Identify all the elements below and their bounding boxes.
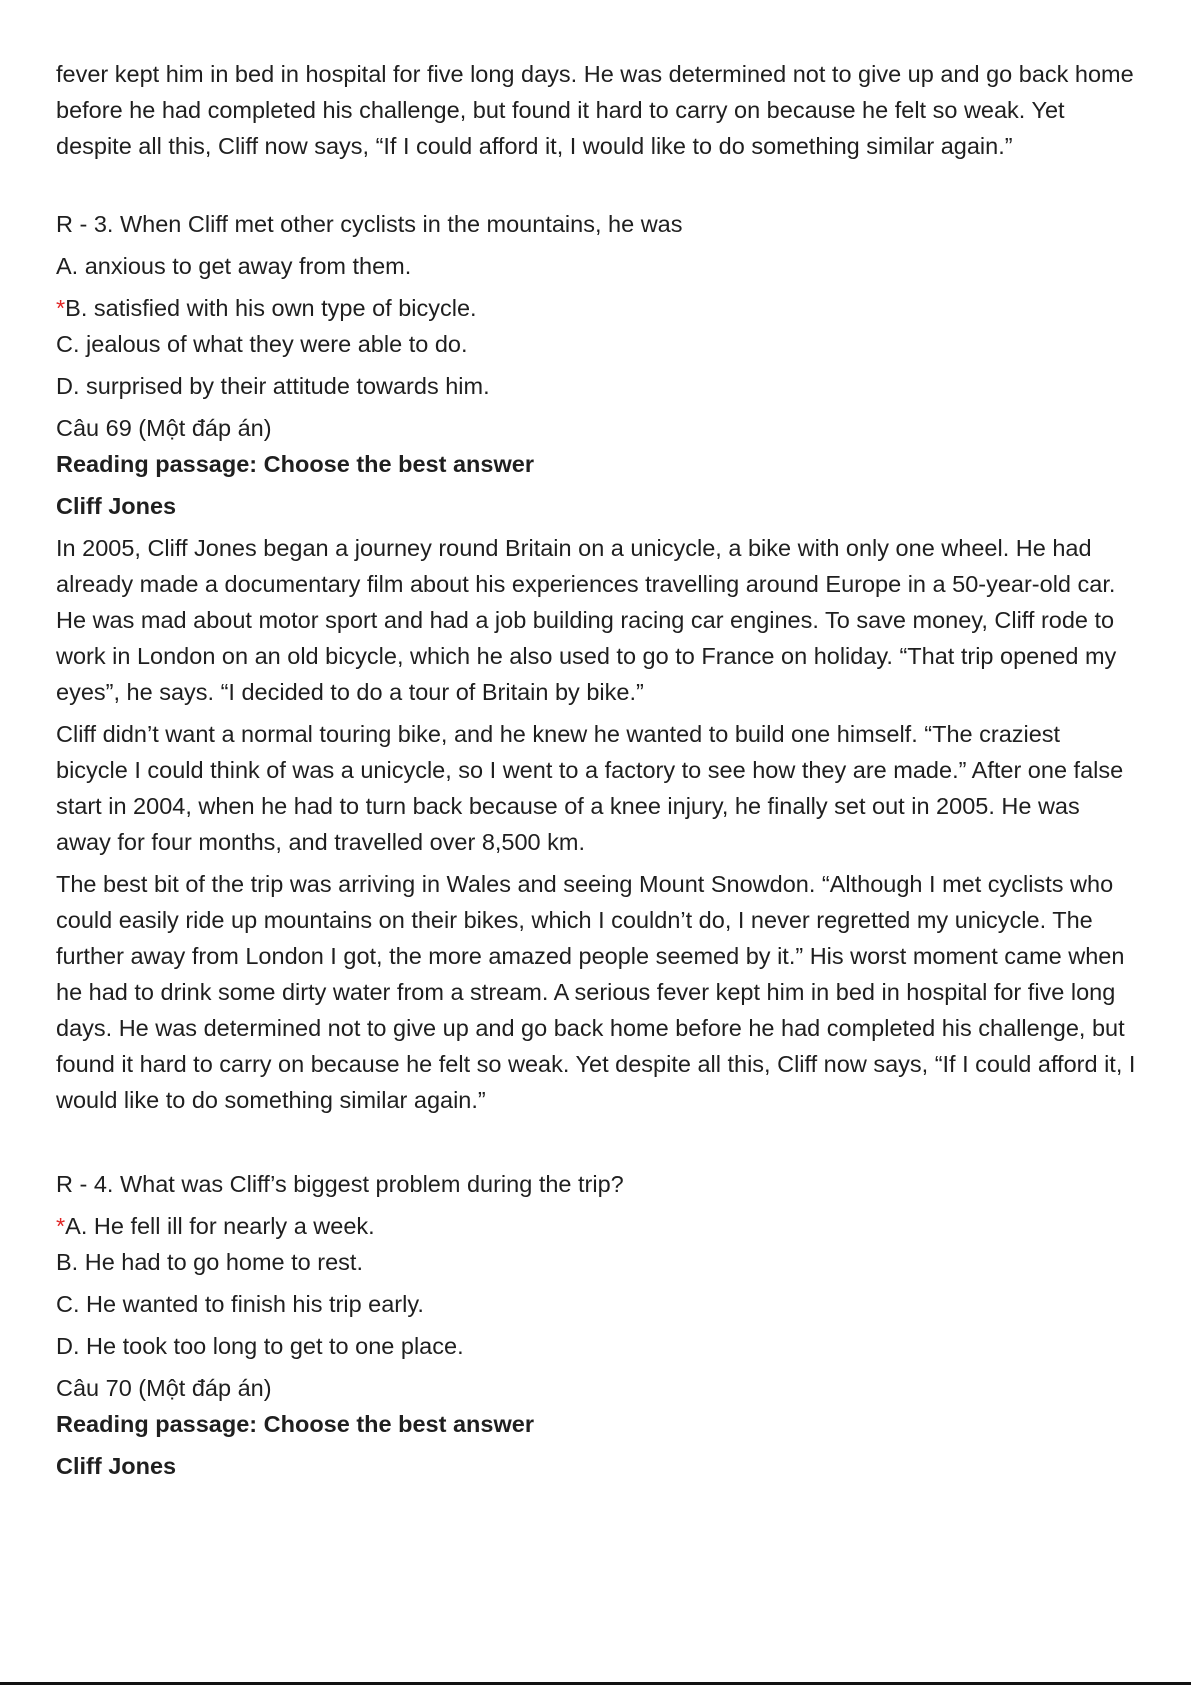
question-r4: R - 4. What was Cliff’s biggest problem during the trip?	[56, 1171, 624, 1197]
instruction-heading: Reading passage: Choose the best answer	[56, 451, 534, 477]
correct-marker: *	[56, 1213, 66, 1239]
passage-paragraph: In 2005, Cliff Jones began a journey round Britain on a unicycle, a bike with only one wheel. He had already made a documentary film about his experiences travelling around Europe in a 50-year-old car. He was mad about motor sport and had a job building racing car engines. To save money, Cliff rode to work in London on an old bicycle, which he also used to go to France on holiday. “That trip opened my eyes”, he says. “I decided to do a tour of Britain by bike.”	[56, 535, 1117, 705]
spacer	[56, 164, 1138, 206]
option-r4-a[interactable]	[56, 1208, 1138, 1244]
option-r4-c[interactable]	[56, 1286, 1138, 1322]
option-text: D. He took too long to get to one place.	[56, 1333, 464, 1359]
spacer	[56, 1124, 1138, 1166]
option-text: B. satisfied with his own type of bicycle.	[65, 295, 477, 321]
option-r3-b[interactable]	[56, 290, 1138, 326]
option-r3-a[interactable]	[56, 248, 1138, 284]
option-text: C. jealous of what they were able to do.	[56, 331, 468, 357]
passage-title: Cliff Jones	[56, 493, 177, 519]
document-page	[56, 56, 1138, 1490]
option-r4-d[interactable]	[56, 1328, 1138, 1364]
question-number-70: Câu 70 (Một đáp án)	[56, 1375, 272, 1401]
option-r3-c[interactable]	[56, 326, 1138, 362]
question-r3: R - 3. When Cliff met other cyclists in the mountains, he was	[56, 211, 683, 237]
option-text: C. He wanted to finish his trip early.	[56, 1291, 424, 1317]
passage-paragraph: Cliff didn’t want a normal touring bike, and he knew he wanted to build one himself. “The craziest bicycle I could think of was a unicycle, so I went to a factory to see how they are made.” After one false start in 2004, when he had to turn back because of a knee injury, he finally set out in 2005. He was away for four months, and travelled over 8,500 km.	[56, 721, 1124, 855]
option-text: B. He had to go home to rest.	[56, 1249, 363, 1275]
option-text: A. anxious to get away from them.	[56, 253, 412, 279]
correct-marker: *	[56, 295, 66, 321]
passage-title: Cliff Jones	[56, 1453, 177, 1479]
passage-paragraph: The best bit of the trip was arriving in Wales and seeing Mount Snowdon. “Although I met cyclists who could easily ride up mountains on their bikes, which I couldn’t do, I never regretted my unicycle. The further away from London I got, the more amazed people seemed by it.” His worst moment came when he had to drink some dirty water from a stream. A serious fever kept him in bed in hospital for five long days. He was determined not to give up and go back home before he had completed his challenge, but found it hard to carry on because he felt so weak. Yet despite all this, Cliff now says, “If I could afford it, I would like to do something similar again.”	[56, 871, 1136, 1113]
option-text: A. He fell ill for nearly a week.	[65, 1213, 375, 1239]
question-number-69: Câu 69 (Một đáp án)	[56, 415, 272, 441]
instruction-heading: Reading passage: Choose the best answer	[56, 1411, 534, 1437]
option-r3-d[interactable]	[56, 368, 1138, 404]
passage-continuation: fever kept him in bed in hospital for five long days. He was determined not to give up and go back home before he had completed his challenge, but found it hard to carry on because he felt so weak. Yet despite all this, Cliff now says, “If I could afford it, I would like to do something similar again.”	[56, 61, 1134, 159]
option-r4-b[interactable]	[56, 1244, 1138, 1280]
option-text: D. surprised by their attitude towards him.	[56, 373, 490, 399]
